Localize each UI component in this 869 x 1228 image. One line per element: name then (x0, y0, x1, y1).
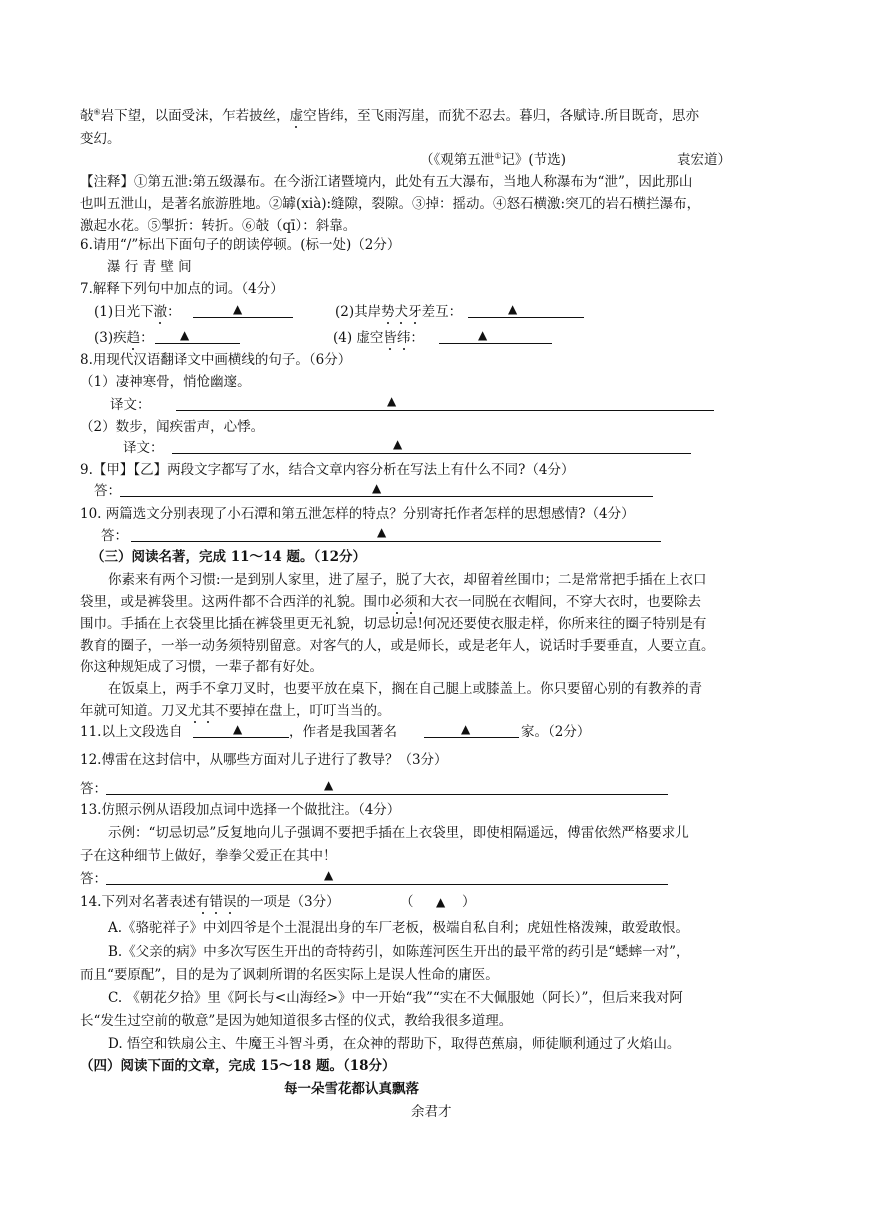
answer-marker: ▲ (377, 525, 387, 539)
answer-marker: ▲ (461, 722, 471, 736)
option-b: B.《父亲的病》中多次写医生开出的奇特药引，如陈莲河医生开出的最平常的药引是“蟋蟀一对”， (108, 944, 690, 960)
question-6-sentence: 瀑 行 青 壁 间 (107, 259, 192, 275)
question-7-stem: 7.解释下列句中加点的词。（4分） (80, 281, 284, 297)
answer-label: 译文： (123, 440, 164, 456)
notes-line: 激起水花。⑤掣折：转折。⑥敧（qī）：斜靠。 (80, 218, 357, 234)
answer-marker: ▲ (436, 895, 446, 909)
answer-blank[interactable] (176, 396, 714, 411)
answer-marker: ▲ (393, 437, 403, 451)
excerpt-line: 围巾。手插在上衣袋里比插在裤袋里更无礼貌，切忌切忌!何况还要使衣服走样，你所来往的圈子特别是有 (80, 616, 707, 632)
choice-paren-left: （ (400, 894, 414, 910)
excerpt-text: 不要掉在盘上，叮叮当当的。 (215, 703, 391, 719)
answer-blank[interactable] (193, 303, 293, 318)
answer-marker: ▲ (372, 481, 382, 495)
article-title: 每一朵雪花都认真飘落 (284, 1081, 419, 1097)
answer-label: 答： (94, 483, 121, 499)
answer-label: 答： (80, 871, 107, 887)
passage-author: 袁宏道） (677, 152, 731, 168)
answer-blank[interactable] (439, 329, 552, 344)
dotted-word: 必 (390, 594, 404, 610)
option-c: 长“发生过空前的敬意”是因为她知道很多古怪的仪式，教给我很多道理。 (80, 1013, 513, 1029)
question-7-item-2 (335, 302, 462, 322)
question-6-stem: 6.请用“/”标出下面句子的朗读停顿。(标一处)（2分） (80, 237, 401, 253)
dotted-word: 趋 (126, 330, 141, 346)
excerpt-line: 在饭桌上，两手不拿刀叉时，也要平放在桌下，搁在自己腿上或膝盖上。你只要留心别的有教养的青 (108, 681, 702, 697)
answer-marker: ▲ (387, 394, 397, 408)
excerpt-text: 和大衣一同脱在衣帽间，不穿大衣时，也要除去 (417, 594, 701, 610)
item-text: ： (167, 304, 181, 320)
passage-line-2: 变幻。 (80, 131, 121, 147)
stem-text: 的一项是（3分） (236, 894, 340, 910)
dotted-word: 纬 (396, 330, 411, 346)
item-text: ： (410, 330, 424, 346)
dotted-word: 须 (404, 594, 418, 610)
answer-blank[interactable] (106, 870, 668, 885)
answer-marker: ▲ (478, 328, 488, 342)
stem-text: 14.下列对名著表述 (80, 894, 196, 910)
dotted-word: 虚 (289, 108, 304, 124)
footnote-marker: ① (494, 151, 502, 161)
excerpt-text: 年就可知道。刀叉 (80, 703, 188, 719)
question-10-stem: 10. 两篇选文分别表现了小石潭和第五泄怎样的特点？分别寄托作者怎样的思想感情?（4分） (80, 506, 635, 522)
source-title: 记》(节选) (501, 152, 566, 168)
question-8-sentence-2: （2）数步，闻疾雷声，心悸。 (80, 419, 265, 435)
answer-marker: ▲ (508, 302, 518, 316)
answer-marker: ▲ (180, 328, 190, 342)
footnote-marker: ⑥ (93, 107, 101, 117)
item-text: (1)日光下 (94, 304, 154, 320)
answer-label: 答： (80, 781, 107, 797)
answer-label: 译文： (110, 397, 151, 413)
dotted-word: 错 (209, 894, 223, 910)
dotted-word: 牙 (408, 304, 422, 320)
excerpt-line: 你这种规矩成了习惯，一辈子都有好处。 (80, 659, 323, 675)
dotted-word: 有 (195, 894, 210, 910)
option-b: 而且“要原配”，目的是为了讽刺所谓的名医实际上是误人性命的庸医。 (80, 967, 499, 983)
dotted-word: 其 (201, 703, 215, 719)
dotted-word: 皆 (383, 330, 397, 346)
answer-blank[interactable] (106, 780, 668, 795)
dotted-word: 势 (381, 304, 395, 320)
dotted-word: 尤 (188, 703, 202, 719)
dotted-word: 澈 (153, 304, 168, 320)
passage-line-1 (80, 106, 699, 126)
answer-blank[interactable] (120, 482, 653, 497)
excerpt-line (80, 701, 391, 721)
option-c: C. 《朝花夕拾》里《阿长与<山海经>》中一开始“我”“实在不大佩服她（阿长）”，但后来我对阿 (108, 990, 683, 1006)
question-9-stem: 9.【甲】【乙】两段文字都写了水，结合文章内容分析在写法上有什么不同?（4分） (80, 462, 575, 478)
question-8-sentence-1: （1）凄神寒骨，悄怆幽邃。 (80, 374, 251, 390)
dotted-word: 误 (222, 894, 237, 910)
question-11-part-c: 家。（2分） (521, 724, 591, 740)
answer-blank[interactable] (131, 527, 661, 542)
answer-blank[interactable] (172, 439, 691, 454)
excerpt-line (80, 592, 701, 612)
section-3-title: （三）阅读名著，完成 11～14 题。（12分） (91, 549, 367, 565)
item-text: (4) 虚空 (333, 330, 384, 346)
excerpt-line: 教育的圈子，一举一动务须特别留意。对客气的人，或是师长，或是老年人，说话时手要垂直，人要立直。 (80, 638, 715, 654)
source-title: （《观第五泄 (420, 152, 495, 168)
notes-line: 也叫五泄山，是著名旅游胜地。②罅(xià):缝隙，裂隙。③掉：摇动。④怒石横激:突兀的岩石横拦瀑布， (80, 196, 701, 212)
option-d: D. 悟空和铁扇公主、牛魔王斗智斗勇，在众神的帮助下，取得芭蕉扇，师徒顺利通过了火焰山。 (108, 1036, 681, 1052)
question-7-item-4 (333, 328, 424, 348)
answer-blank[interactable] (155, 329, 240, 344)
question-8-stem: 8.用现代汉语翻译文中画横线的句子。（6分） (80, 352, 352, 368)
question-11-part-b: ，作者是我国著名 (289, 724, 397, 740)
question-13-stem: 13.仿照示例从语段加点词中选择一个做批注。（4分） (80, 802, 401, 818)
item-text: (3)疾 (94, 330, 127, 346)
question-11-part-a: 11.以上文段选自 (80, 724, 183, 740)
excerpt-text: 袋里，或是裤袋里。这两件都不合西洋的礼貌。围巾 (80, 594, 391, 610)
choice-paren-right: ） (462, 894, 476, 910)
excerpt-line: 你素来有两个习惯:一是到别人家里，进了屋子，脱了大衣，却留着丝围巾；二是常常把手插在上衣口 (108, 572, 707, 588)
option-a: A.《骆驼祥子》中刘四爷是个土混混出身的车厂老板，极端自私自利；虎妞性格泼辣，敢爱敢恨。 (108, 920, 690, 936)
answer-blank[interactable] (424, 723, 519, 738)
passage-text: 敧 (80, 108, 94, 124)
article-author: 余君才 (411, 1104, 452, 1120)
question-12-stem: 12.傅雷在这封信中，从哪些方面对儿子进行了教导？（3分） (80, 752, 448, 768)
answer-marker: ▲ (233, 302, 243, 316)
answer-label: 答： (101, 528, 128, 544)
passage-source (420, 150, 566, 170)
question-14-stem (80, 892, 340, 912)
answer-marker: ▲ (324, 778, 334, 792)
question-13-example: 示例：“切忌切忌”反复地向儿子强调不要把手插在上衣袋里，即使相隔遥远，傅雷依然严格要求儿 (108, 825, 689, 841)
question-7-item-3 (94, 328, 154, 348)
item-text: 差互： (421, 304, 463, 320)
notes-line: 【注释】①第五泄:第五级瀑布。在今浙江诸暨境内，此处有五大瀑布，当地人称瀑布为“泄”，因此那山 (80, 174, 693, 190)
answer-marker: ▲ (324, 868, 334, 882)
item-text: ： (140, 330, 154, 346)
answer-blank[interactable] (468, 303, 584, 318)
answer-marker: ▲ (233, 722, 243, 736)
question-7-item-1 (94, 302, 181, 322)
section-4-title: （四）阅读下面的文章，完成 15～18 题。（18分） (80, 1058, 396, 1074)
dotted-word: 犬 (394, 304, 409, 320)
passage-text: 岩下望，以面受沫，乍若披丝， (100, 108, 290, 124)
question-13-example: 子在这种细节上做好，拳拳父爱正在其中！ (80, 848, 337, 864)
item-text: (2)其岸 (335, 304, 382, 320)
passage-text: 空皆纬，至飞雨泻崖，而犹不忍去。暮归，各赋诗.所目既奇，思亦 (303, 108, 699, 124)
